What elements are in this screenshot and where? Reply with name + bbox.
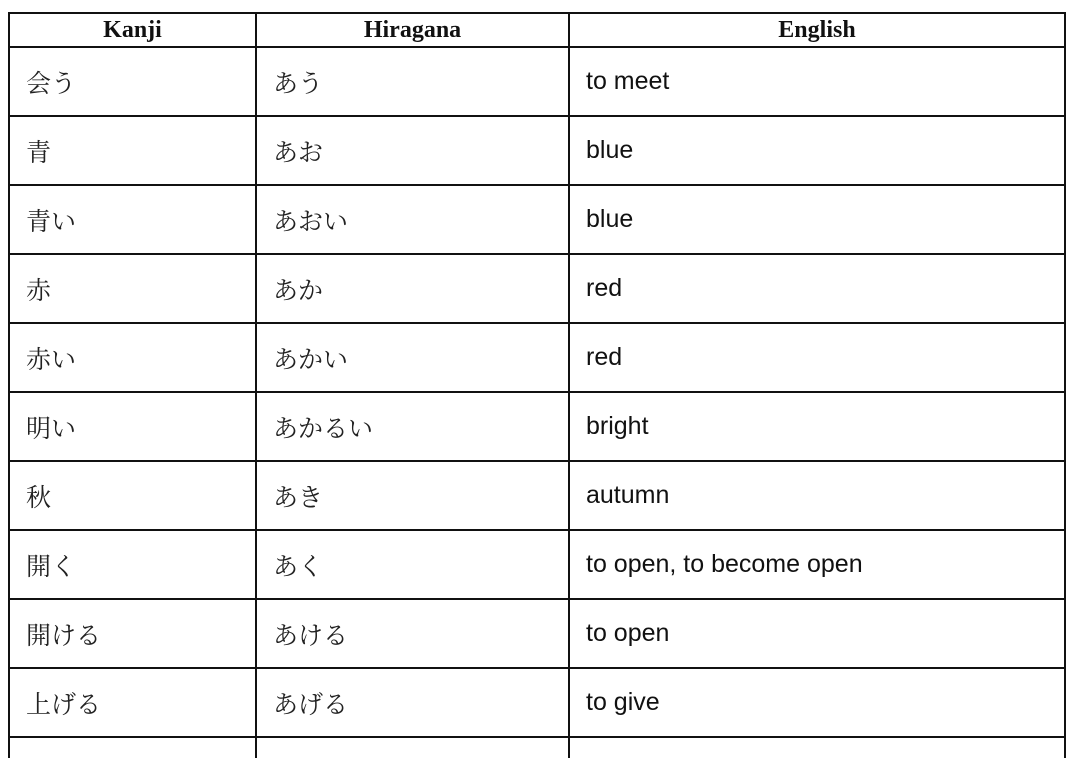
table-row: [9, 392, 1065, 461]
kanji-cell: 秋: [9, 461, 256, 530]
english-cell: red: [569, 254, 1065, 323]
hiragana-cell: あき: [256, 461, 569, 530]
hiragana-cell: あか: [256, 254, 569, 323]
english-cell: to meet: [569, 47, 1065, 116]
hiragana-cell: あう: [256, 47, 569, 116]
kanji-cell: 青い: [9, 185, 256, 254]
english-cell: to open: [569, 599, 1065, 668]
hiragana-cell: あく: [256, 530, 569, 599]
table-row: [9, 323, 1065, 392]
table-row: [9, 599, 1065, 668]
table-header-row: [9, 13, 1065, 47]
table-row: [9, 185, 1065, 254]
kanji-cell: 明い: [9, 392, 256, 461]
kanji-cell-empty: [9, 737, 256, 758]
english-cell: red: [569, 323, 1065, 392]
english-cell: to open, to become open: [569, 530, 1065, 599]
hiragana-cell: あお: [256, 116, 569, 185]
kanji-cell: 青: [9, 116, 256, 185]
column-header-english: English: [569, 13, 1065, 47]
english-cell: blue: [569, 185, 1065, 254]
table-row-partial: [9, 737, 1065, 758]
hiragana-cell-empty: [256, 737, 569, 758]
table-row: [9, 668, 1065, 737]
kanji-cell: 開ける: [9, 599, 256, 668]
kanji-cell: 赤: [9, 254, 256, 323]
english-cell-empty: [569, 737, 1065, 758]
table-row: [9, 530, 1065, 599]
table-row: [9, 461, 1065, 530]
english-cell: autumn: [569, 461, 1065, 530]
hiragana-cell: あける: [256, 599, 569, 668]
kanji-cell: 上げる: [9, 668, 256, 737]
english-cell: to give: [569, 668, 1065, 737]
kanji-cell: 赤い: [9, 323, 256, 392]
column-header-kanji: Kanji: [9, 13, 256, 47]
table-row: [9, 254, 1065, 323]
kanji-cell: 会う: [9, 47, 256, 116]
hiragana-cell: あかい: [256, 323, 569, 392]
hiragana-cell: あげる: [256, 668, 569, 737]
table-row: [9, 116, 1065, 185]
hiragana-cell: あかるい: [256, 392, 569, 461]
vocabulary-table: [8, 12, 1066, 758]
table-row: [9, 47, 1065, 116]
kanji-cell: 開く: [9, 530, 256, 599]
hiragana-cell: あおい: [256, 185, 569, 254]
column-header-hiragana: Hiragana: [256, 13, 569, 47]
english-cell: blue: [569, 116, 1065, 185]
english-cell: bright: [569, 392, 1065, 461]
